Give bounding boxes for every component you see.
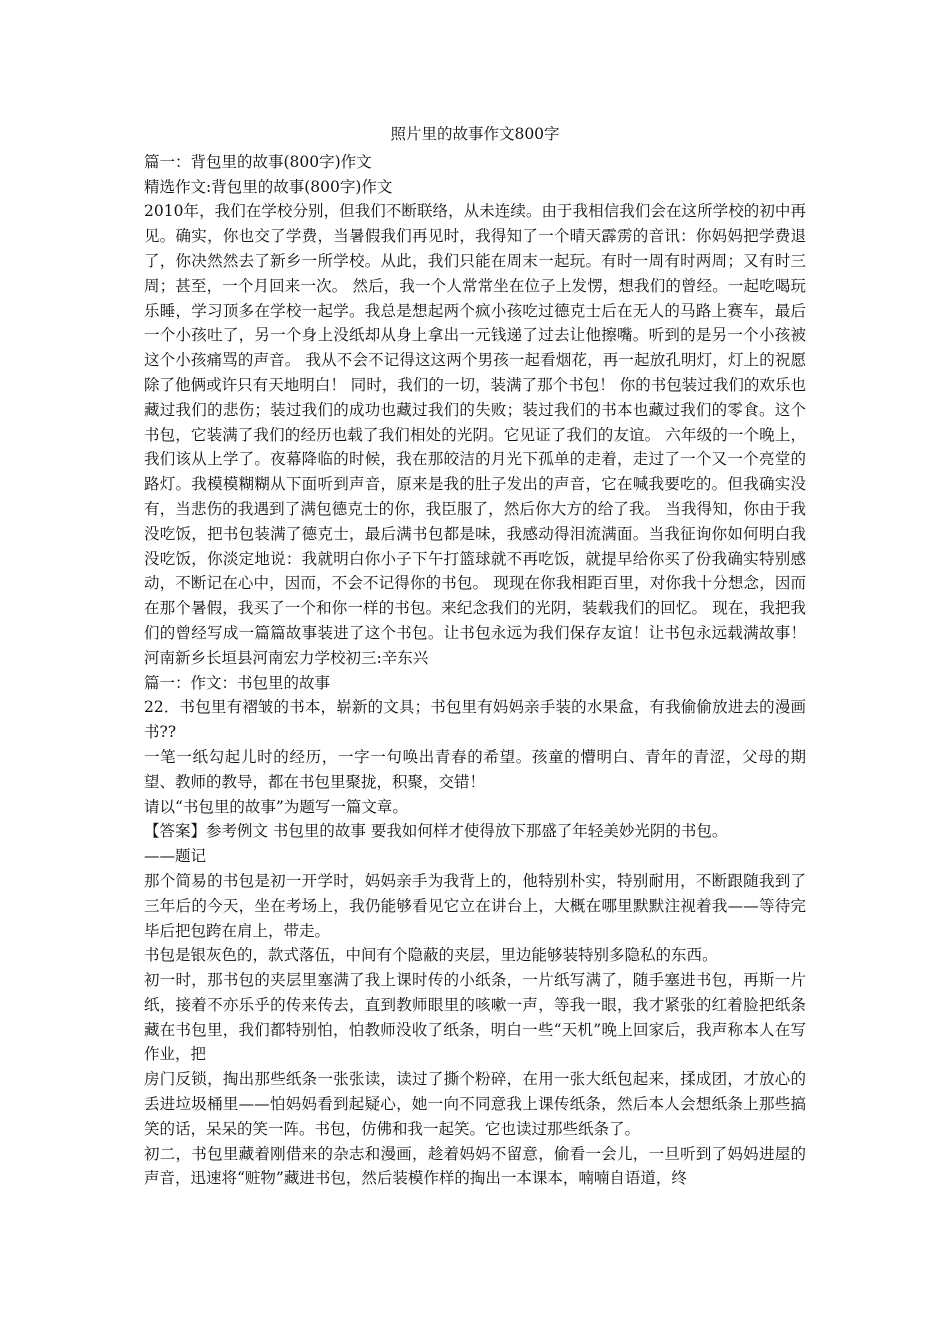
paragraph: ——题记: [144, 847, 207, 866]
paragraph: 书包是银灰色的，款式落伍，中间有个隐蔽的夹层，里边能够装特别多隐私的东西。: [144, 946, 718, 965]
paragraph: 2010年，我们在学校分别，但我们不断联络，从未连续。由于我相信我们会在这所学校的初中再见。确实，你也交了学费，当暑假我们再见时，我得知了一个晴天霹雳的音讯：你妈妈把学费退了，你决然然去了新乡一所学校。从此，我们只能在周末一起玩。有时一周有时两周；又有时三周；甚至，一个月回来一次。 然后，我一个人常常坐在位子上发愣，想我们的曾经。一起吃喝玩乐睡，学习顶多在学校一起学。我总是想起两个疯小孩吃过德克士后在无人的马路上赛车，最后一个小孩吐了，另一个身上没纸却从身上拿出一元钱递了过去让他擦嘴。听到的是另一个小孩被这个小孩痛骂的声音。 我从不会不记得这这两个男孩一起看烟花，再一起放孔明灯，灯上的祝愿除了他俩或许只有天地明白！ 同时，我们的一切，装满了那个书包！ 你的书包装过我们的欢乐也藏过我们的悲伤；装过我们的成功也藏过我们的失败；装过我们的书本也藏过我们的零食。这个书包，它装满了我们的经历也载了我们相处的光阴。它见证了我们的友谊。 六年级的一个晚上，我们该从上学了。夜幕降临的时候，我在那皎洁的月光下孤单的走着，走过了一个又一个亮堂的路灯。我模模糊糊从下面听到声音，原来是我的肚子发出的声音，它在喊我要吃的。但我确实没有，当悲伤的我遇到了满包德克士的你，我臣服了，然后你大方的给了我。 当我得知，你由于我没吃饭，把书包装满了德克士，最后满书包都是味，我感动得泪流满面。当我征询你如何明白我没吃饭，你淡定地说：我就明白你小子下午打篮球就不再吃饭，就提早给你买了份我确实特别感动，不断记在心中，因而，不会不记得你的书包。 现现在你我相距百里，对你我十分想念，因而在那个暑假，我买了一个和你一样的书包。来纪念我们的光阴，装载我们的回忆。 现在，我把我们的曾经写成一篇篇故事装进了这个书包。让书包永远为我们保存友谊！让书包永远载满故事！河南新乡长垣县河南宏力学校初三:辛东兴: [144, 202, 806, 667]
paragraph: 篇一：作文：书包里的故事: [144, 673, 331, 692]
document-page: [144, 122, 806, 1191]
paragraph: 请以“书包里的故事”为题写一篇文章。: [144, 797, 408, 816]
document-title: 照片里的故事作文800字: [390, 125, 560, 143]
paragraph: 篇一：背包里的故事(800字)作文: [144, 152, 372, 171]
paragraph: 【答案】参考例文 书包里的故事 要我如何样才使得放下那盛了年轻美妙光阴的书包。: [144, 822, 728, 841]
paragraph: 那个简易的书包是初一开学时，妈妈亲手为我背上的，他特别朴实，特别耐用，不断跟随我到了三年后的今天，坐在考场上，我仍能够看见它立在讲台上，大概在哪里默默注视着我——等待完毕后把包跨在肩上，带走。: [144, 871, 806, 940]
paragraph: 22．书包里有褶皱的书本，崭新的文具；书包里有妈妈亲手装的水果盒，有我偷偷放进去的漫画书??: [144, 698, 806, 742]
paragraph: 精选作文:背包里的故事(800字)作文: [144, 177, 393, 196]
paragraph: 初二，书包里藏着刚借来的杂志和漫画，趁着妈妈不留意，偷看一会儿，一旦听到了妈妈进屋的声音，迅速将“赃物”藏进书包，然后装模作样的掏出一本课本，喃喃自语道，终: [144, 1144, 806, 1188]
paragraph: 一笔一纸勾起儿时的经历，一字一句唤出青春的希望。孩童的懵明白、青年的青涩，父母的期望、教师的教导，都在书包里聚拢，积聚，交错！: [144, 747, 806, 791]
paragraph: 房门反锁，掏出那些纸条一张张读，读过了撕个粉碎，在用一张大纸包起来，揉成团，才放心的丢进垃圾桶里——怕妈妈看到起疑心，她一向不同意我上课传纸条，然后本人会想纸条上那些搞笑的话，呆呆的笑一阵。书包，仿佛和我一起笑。它也读过那些纸条了。: [144, 1070, 806, 1138]
paragraph: 初一时，那书包的夹层里塞满了我上课时传的小纸条，一片纸写满了，随手塞进书包，再斯一片纸，接着不亦乐乎的传来传去，直到教师眼里的咳嗽一声，等我一眼，我才紧张的红着脸把纸条藏在书包里，我们都特别怕，怕教师没收了纸条，明白一些“天机”晚上回家后，我声称本人在写作业，把: [144, 971, 806, 1064]
